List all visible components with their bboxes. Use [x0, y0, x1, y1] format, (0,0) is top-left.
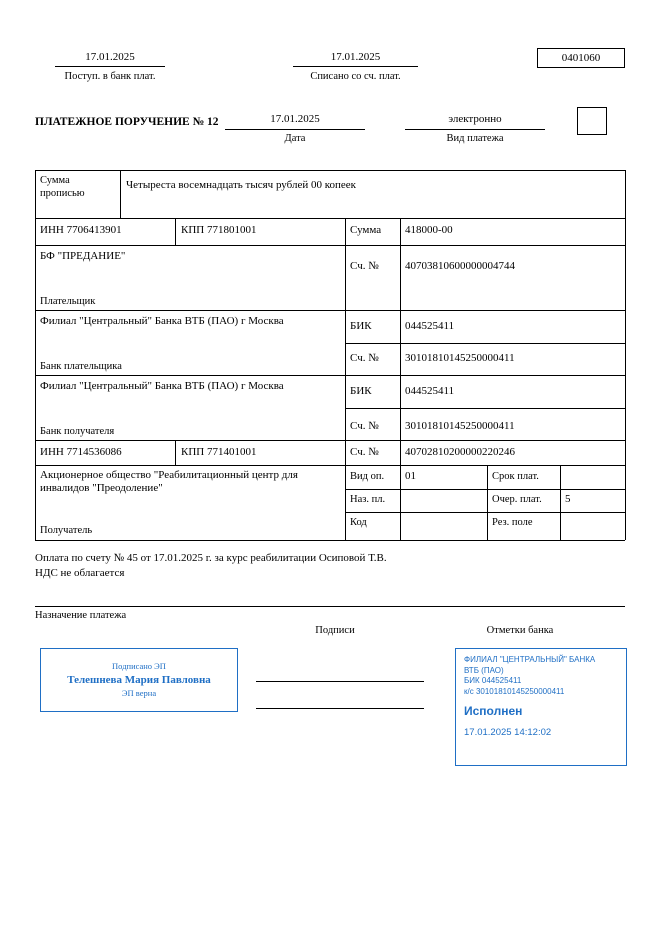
bank-stamp-status: Исполнен	[464, 704, 523, 718]
payer-bank-label: Банк плательщика	[40, 361, 122, 372]
debited-date-label: Списано со сч. плат.	[310, 71, 401, 82]
grid-line	[35, 218, 625, 219]
purpose-line-1: Оплата по счету № 45 от 17.01.2025 г. за курс реабилитации Осиповой Т.В.	[35, 552, 387, 564]
grid-line	[345, 218, 346, 540]
payee-bank-bik-label: БИК	[350, 385, 372, 397]
grid-line	[35, 310, 625, 311]
bank-stamp-bank-name-1: ФИЛИАЛ "ЦЕНТРАЛЬНЫЙ" БАНКА	[464, 655, 596, 664]
payer-kpp: КПП 771801001	[181, 224, 257, 236]
bank-stamp-corr-account: к/с 30101810145250000411	[464, 686, 565, 696]
payee-bank-bik: 044525411	[405, 385, 455, 397]
code-label: Код	[350, 517, 367, 528]
bank-marks-label: Отметки банка	[486, 625, 554, 636]
payment-term-label: Срок плат.	[492, 471, 539, 482]
payee-bank-corr-label: Сч. №	[350, 420, 379, 432]
esignature-stamp	[40, 648, 238, 712]
payee-kpp: КПП 771401001	[181, 446, 257, 458]
signature-line	[256, 708, 424, 709]
document-date: 17.01.2025	[225, 112, 365, 130]
signatures-label: Подписи	[315, 625, 355, 636]
op-type-value: 01	[405, 470, 416, 482]
payer-account: 40703810600000004744	[405, 260, 515, 272]
payer-bank-bik: 044525411	[405, 320, 455, 332]
purpose-underline	[35, 606, 625, 607]
grid-line	[35, 375, 625, 376]
esignature-top-text: Подписано ЭП	[112, 661, 166, 671]
grid-line	[175, 440, 176, 465]
purpose-label: Назначение платежа	[35, 610, 127, 621]
document-title: ПЛАТЕЖНОЕ ПОРУЧЕНИЕ № 12	[35, 116, 219, 128]
grid-line	[345, 343, 625, 344]
payer-account-label: Сч. №	[350, 260, 379, 272]
form-code-box: 0401060	[537, 48, 625, 68]
grid-line	[35, 170, 625, 171]
bank-stamp	[455, 648, 627, 766]
grid-line	[35, 170, 36, 540]
status-code-box	[577, 107, 607, 135]
grid-line	[345, 489, 625, 490]
document-date-label: Дата	[284, 133, 306, 144]
grid-line	[487, 465, 488, 540]
grid-line	[345, 512, 625, 513]
payer-bank-corr: 30101810145250000411	[405, 352, 515, 364]
grid-line	[625, 170, 626, 540]
grid-line	[35, 540, 625, 541]
amount-label: Сумма	[350, 224, 382, 236]
received-date-label: Поступ. в банк плат.	[64, 71, 156, 82]
bank-stamp-datetime: 17.01.2025 14:12:02	[464, 727, 552, 738]
amount-value: 418000-00	[405, 224, 453, 236]
payee-bank-label: Банк получателя	[40, 426, 115, 437]
payee-account: 40702810200000220246	[405, 446, 515, 458]
payee-name: Акционерное общество "Реабилитационный центр для инвалидов "Преодоление"	[40, 469, 298, 494]
payment-kind-label: Вид платежа	[446, 133, 504, 144]
payer-bank-bik-label: БИК	[350, 320, 372, 332]
grid-line	[560, 465, 561, 540]
payer-bank-name: Филиал "Центральный" Банка ВТБ (ПАО) г Москва	[40, 315, 284, 327]
grid-line	[35, 440, 625, 441]
payer-name: БФ "ПРЕДАНИЕ"	[40, 250, 126, 262]
reserve-field-label: Рез. поле	[492, 517, 533, 528]
grid-line	[175, 218, 176, 245]
payment-kind: электронно	[405, 112, 545, 130]
signature-line	[256, 681, 424, 682]
received-date: 17.01.2025	[55, 50, 165, 67]
esignature-name: Телешнева Мария Павловна	[67, 674, 211, 686]
priority-value: 5	[565, 493, 571, 505]
grid-line	[400, 218, 401, 540]
grid-line	[35, 245, 625, 246]
op-type-label: Вид оп.	[350, 471, 385, 482]
bank-stamp-bik: БИК 044525411	[464, 676, 522, 685]
payer-bank-corr-label: Сч. №	[350, 352, 379, 364]
esignature-bottom-text: ЭП верна	[121, 688, 157, 698]
bank-stamp-bank-name-2: ВТБ (ПАО)	[464, 665, 504, 675]
amount-words-value: Четыреста восемнадцать тысяч рублей 00 копеек	[126, 179, 357, 191]
payee-bank-corr: 30101810145250000411	[405, 420, 515, 432]
grid-line	[345, 408, 625, 409]
payee-bank-name: Филиал "Центральный" Банка ВТБ (ПАО) г Москва	[40, 380, 284, 392]
payee-label: Получатель	[40, 525, 93, 536]
payer-inn: ИНН 7706413901	[40, 224, 122, 236]
priority-label: Очер. плат.	[492, 494, 542, 505]
grid-line	[120, 170, 121, 218]
grid-line	[35, 465, 625, 466]
payer-label: Плательщик	[40, 296, 96, 307]
amount-words-label: Сумма прописью	[40, 175, 85, 199]
purpose-line-2: НДС не облагается	[35, 567, 125, 579]
payee-inn: ИНН 7714536086	[40, 446, 122, 458]
payee-account-label: Сч. №	[350, 446, 379, 458]
payment-purpose-code-label: Наз. пл.	[350, 494, 386, 505]
debited-date: 17.01.2025	[293, 50, 418, 67]
